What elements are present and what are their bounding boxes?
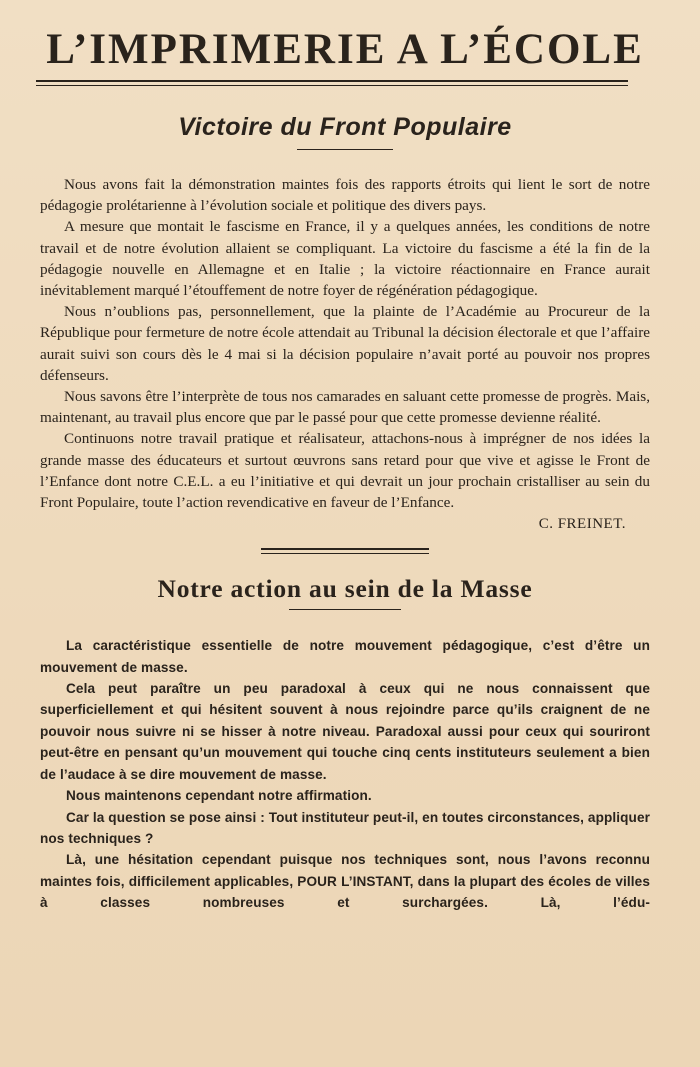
article1-paragraph: Nous savons être l’interprète de tous nos camarades en saluant cette promesse de progrès. Mais, maintenant, au travail plus encore que par le passé pour que cette promesse devienne réalité.: [40, 388, 650, 427]
article1-signature: C. FREINET.: [538, 516, 626, 533]
article1-paragraph: Nous n’oublions pas, personnellement, que la plainte de l’Académie au Procureur de la République pour fermeture de notre école attendait au Tribunal la décision électorale et que l’affaire aurait suivi son cours dès le 4 mai si la décision populaire n’avait porté au pouvoir nos propres défenseurs.: [40, 303, 650, 384]
article2-paragraph: Nous maintenons cependant notre affirmation.: [66, 788, 372, 804]
article2-body: [40, 635, 650, 913]
article1-paragraph: Nous avons fait la démonstration maintes fois des rapports étroits qui lient le sort de notre pédagogie prolétarienne à l’évolution sociale et politique des divers pays.: [40, 176, 650, 215]
article1-paragraph: A mesure que montait le fascisme en France, il y a quelques années, les conditions de notre travail et de notre évolution allaient se compliquant. La victoire du fascisme a été la fin de la pédagogie nouvelle en Allemagne et en Italie ; la victoire réactionnaire en France aurait inévitablement marqué l’étouffement de notre foyer de régénération pédagogique.: [40, 218, 650, 300]
article2-title-rule: [289, 609, 401, 610]
masthead-rule: [36, 80, 628, 86]
article1-body: [40, 174, 650, 513]
masthead-title: L’IMPRIMERIE A L’ÉCOLE: [46, 26, 644, 73]
article2-paragraph: Là, une hésitation cependant puisque nos techniques sont, nous l’avons reconnu maintes fois, difficilement applicables, POUR L’INSTANT, dans la plupart des écoles de villes à classes nombreuses et surchargées. Là, l’édu-: [40, 852, 650, 911]
article2-paragraph: Car la question se pose ainsi : Tout instituteur peut-il, en toutes circonstances, appliquer nos techniques ?: [40, 809, 650, 846]
article1-paragraph: Continuons notre travail pratique et réalisateur, attachons-nous à imprégner de nos idées la grande masse des éducateurs et surtout œuvrons sans retard pour que vive et agisse le Front de l’Enfance dont notre C.E.L. a eu l’initiative et qui devrait un jour prochain cristalliser au sein du Front Populaire, toute l’action revendicative en faveur de l’Enfance.: [40, 430, 650, 512]
article1-title-rule: [297, 149, 393, 150]
article2-paragraph: La caractéristique essentielle de notre mouvement pédagogique, c’est d’être un mouvement de masse.: [40, 638, 650, 675]
article2-title: Notre action au sein de la Masse: [157, 574, 533, 604]
article1-title: Victoire du Front Populaire: [178, 113, 512, 141]
article2-paragraph: Cela peut paraître un peu paradoxal à ceux qui ne nous connaissent que superficiellement et qui hésitent souvent à nous rejoindre parce qu’ils craignent de ne pouvoir nous suivre ni se hisser à notre niveau. Paradoxal aussi pour ceux qui souriront peut-être en pensant qu’un mouvement qui touche cinq cents instituteurs seulement a bien de l’audace à se dire mouvement de masse.: [40, 681, 650, 782]
section-divider: [261, 548, 429, 554]
